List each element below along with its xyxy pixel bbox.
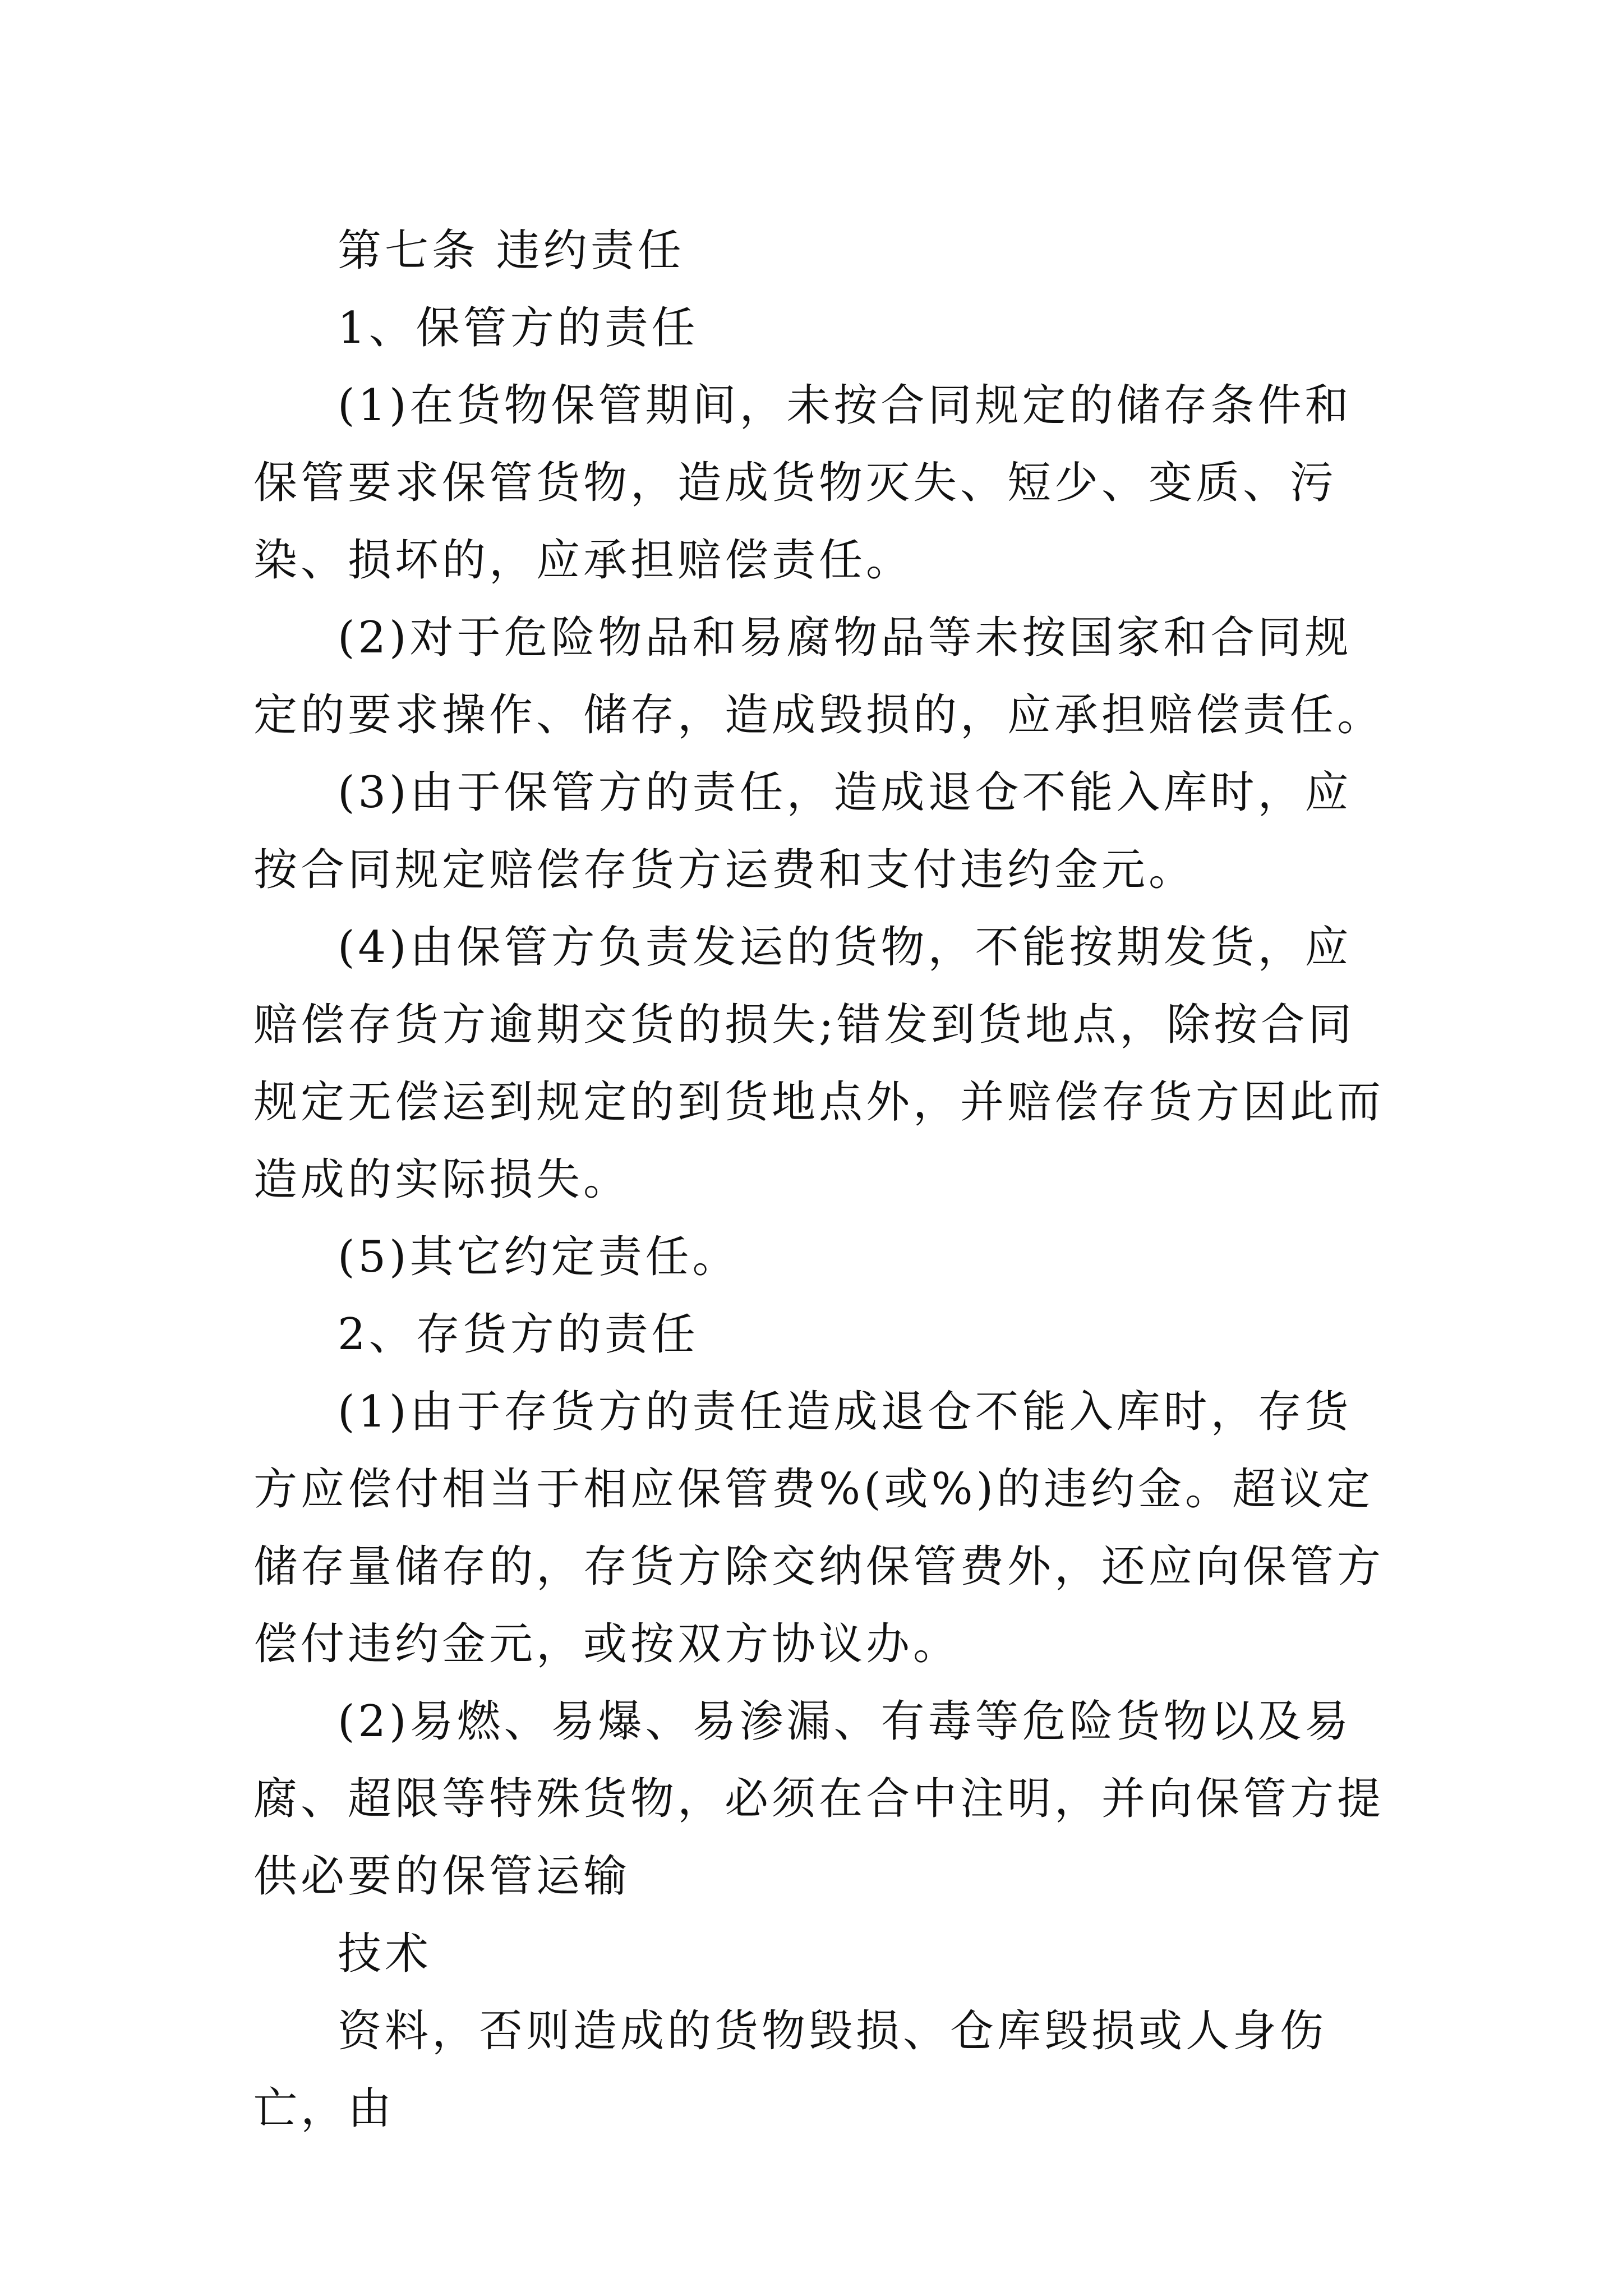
article-heading: 第七条 违约责任 (338, 226, 685, 276)
document-body (253, 212, 1386, 2147)
paragraph: 资料，否则造成的货物毁损、仓库毁损或人身伤亡，由 (253, 2006, 1327, 2134)
section-heading-custodian: 1、保管方的责任 (338, 303, 699, 353)
paragraph: (1)在货物保管期间，未按合同规定的储存条件和保管要求保管货物，造成货物灭失、短少、变质、污染、损坏的，应承担赔偿责任。 (253, 380, 1352, 586)
section-heading-depositor: 2、存货方的责任 (338, 1309, 699, 1360)
paragraph: (5)其它约定责任。 (338, 1232, 740, 1282)
paragraph: (4)由保管方负责发运的货物，不能按期发货，应赔偿存货方逾期交货的损失;错发到货地点，除按合同规定无偿运到规定的到货地点外，并赔偿存货方因此而造成的实际损失。 (253, 922, 1385, 1205)
paragraph: (1)由于存货方的责任造成退仓不能入库时，存货方应偿付相当于相应保管费%(或%)的违约金。超议定储存量储存的，存货方除交纳保管费外，还应向保管方偿付违约金元，或按双方协议办。 (253, 1387, 1385, 1669)
paragraph: 技术 (338, 1929, 432, 1979)
paragraph: (2)对于危险物品和易腐物品等未按国家和合同规定的要求操作、储存，造成毁损的，应承担赔偿责任。 (253, 613, 1385, 740)
paragraph: (3)由于保管方的责任，造成退仓不能入库时，应按合同规定赔偿存货方运费和支付违约金元。 (253, 767, 1352, 895)
paragraph: (2)易燃、易爆、易渗漏、有毒等危险货物以及易腐、超限等特殊货物，必须在合中注明，并向保管方提供必要的保管运输 (253, 1696, 1385, 1902)
